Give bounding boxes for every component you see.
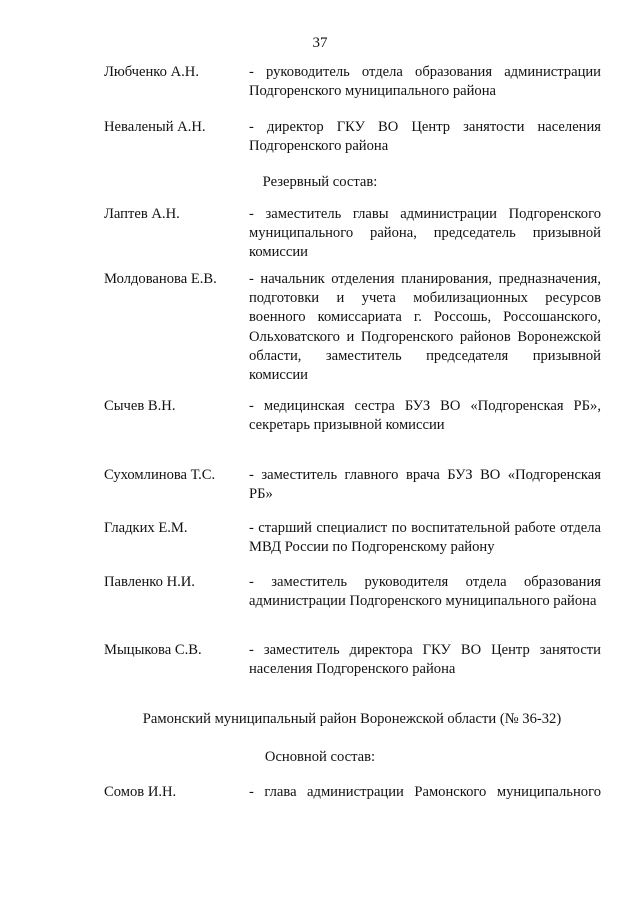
person-name: Неваленый А.Н. [104, 119, 206, 135]
person-role: - заместитель руководителя отдела образования администрации Подгоренского муниципального района [249, 574, 601, 610]
person-name: Молдованова Е.В. [104, 271, 217, 287]
person-name: Лаптев А.Н. [104, 206, 180, 222]
reserve-heading: Резервный состав: [262, 174, 378, 190]
district-heading: Рамонский муниципальный район Воронежской области (№ 36-32) [142, 711, 562, 727]
main-heading: Основной состав: [264, 749, 376, 765]
person-name: Гладких Е.М. [104, 520, 188, 536]
person-role: - заместитель директора ГКУ ВО Центр занятости населения Подгоренского района [249, 642, 601, 678]
person-role: - заместитель главы администрации Подгоренского муниципального района, председатель призывной комиссии [249, 206, 601, 261]
person-role: - старший специалист по воспитательной работе отдела МВД России по Подгоренскому району [249, 520, 601, 556]
person-name: Любченко А.Н. [104, 64, 199, 80]
person-role: - директор ГКУ ВО Центр занятости населения Подгоренского района [249, 119, 601, 155]
person-role: - начальник отделения планирования, предназначения, подготовки и учета мобилизационных ресурсов военного комиссариата г. Россошь, Россошанского, Ольховатского и Подгоренского районов Воронежской области, заместитель председателя призывной комиссии [249, 271, 601, 384]
person-name: Сомов И.Н. [104, 784, 177, 800]
person-name: Сычев В.Н. [104, 398, 176, 414]
person-role: - медицинская сестра БУЗ ВО «Подгоренская РБ», секретарь призывной комиссии [249, 398, 601, 434]
person-role: - заместитель главного врача БУЗ ВО «Подгоренская РБ» [249, 467, 601, 503]
person-name: Мыцыкова С.В. [104, 642, 202, 658]
person-name: Павленко Н.И. [104, 574, 195, 590]
person-role: - глава администрации Рамонского муниципального [249, 784, 601, 800]
person-role: - руководитель отдела образования администрации Подгоренского муниципального района [249, 64, 601, 100]
person-name: Сухомлинова Т.С. [104, 467, 216, 483]
page-number: 37 [312, 35, 328, 51]
